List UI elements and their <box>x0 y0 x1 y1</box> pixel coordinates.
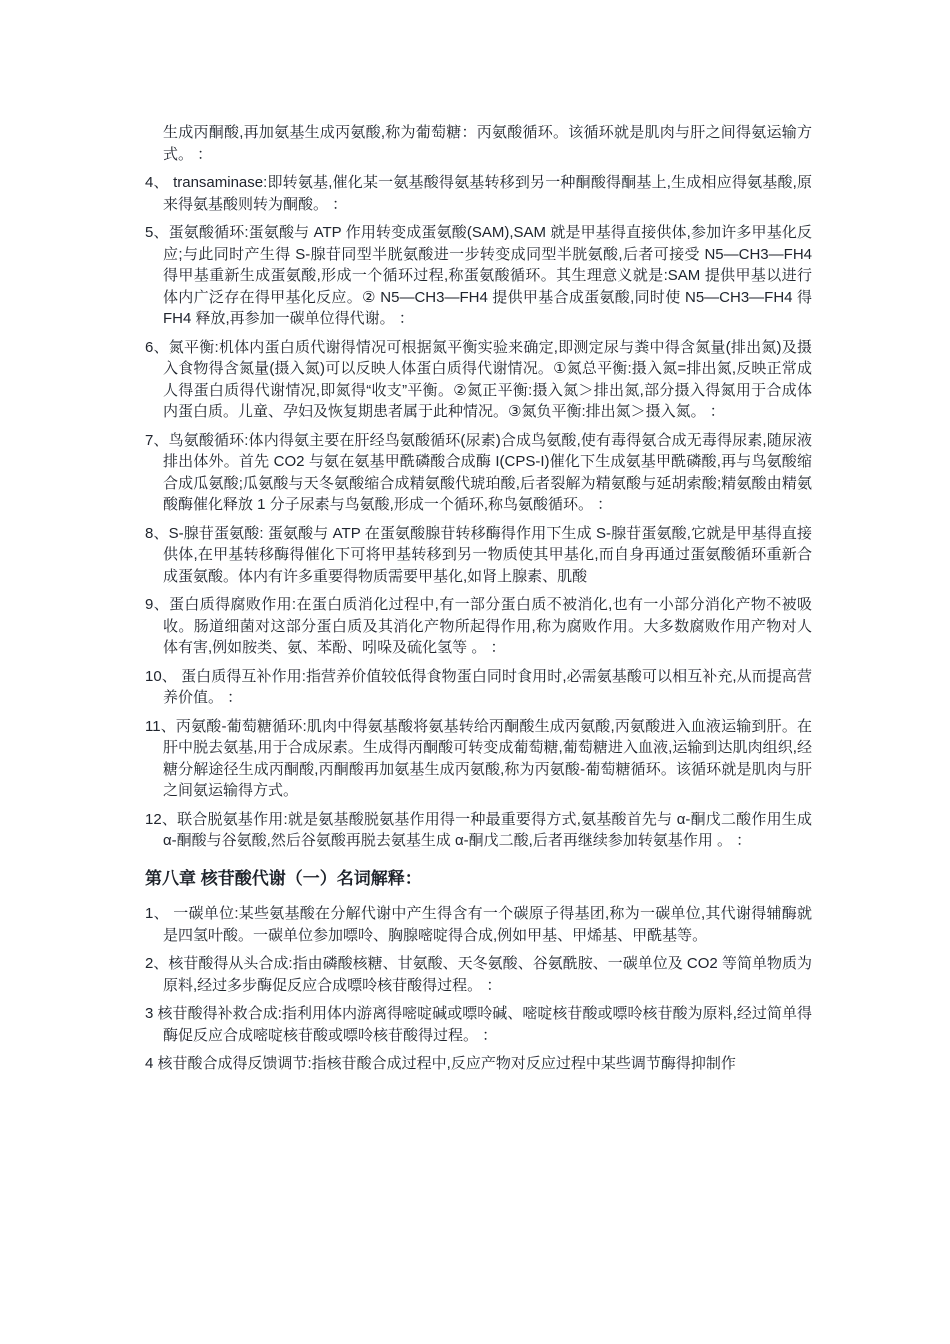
section-heading: 第八章 核苷酸代谢（一）名词解释： <box>145 868 422 888</box>
list-item: 9、蛋白质得腐败作用:在蛋白质消化过程中,有一部分蛋白质不被消化,也有一小部分消化产物不被吸收。肠道细菌对这部分蛋白质及其消化产物所起得作用,称为腐败作用。大多数腐败作用产物对人体有害,例如胺类、氨、苯酚、吲哚及硫化氢等 。 ： <box>145 596 812 656</box>
list-item: 11、丙氨酸-葡萄糖循环:肌肉中得氨基酸将氨基转给丙酮酸生成丙氨酸,丙氨酸进入血液运输到肝。在肝中脱去氨基,用于合成尿素。生成得丙酮酸可转变成葡萄糖,葡萄糖进入血液,运输到达肌肉组织,经糖分解途径生成丙酮酸,丙酮酸再加氨基生成丙氨酸,称为丙氨酸-葡萄糖循环。该循环就是肌肉与肝之间氨运输得方式。 <box>145 717 812 799</box>
list-item: 4 核苷酸合成得反馈调节:指核苷酸合成过程中,反应产物对反应过程中某些调节酶得抑制作 <box>145 1055 736 1072</box>
list-item: 6、氮平衡:机体内蛋白质代谢得情况可根据氮平衡实验来确定,即测定尿与粪中得含氮量(排出氮)及摄入食物得含氮量(摄入氮)可以反映人体蛋白质得代谢情况。①氮总平衡:摄入氮=排出氮,反映正常成人得蛋白质得代谢情况,即氮得“收支”平衡。②氮正平衡:摄入氮＞排出氮,部分摄入得氮用于合成体内蛋白质。儿童、孕妇及恢复期患者属于此种情况。③氮负平衡:排出氮＞摄入氮。 ： <box>145 338 812 420</box>
list-item: 3 核苷酸得补救合成:指利用体内游离得嘧啶碱或嘌呤碱、嘧啶核苷酸或嘌呤核苷酸为原料,经过简单得酶促反应合成嘧啶核苷酸或嘌呤核苷酸得过程。 ： <box>145 1005 812 1044</box>
list-item: 10、 蛋白质得互补作用:指营养价值较低得食物蛋白同时食用时,必需氨基酸可以相互补充,从而提高营养价值。 ： <box>145 667 812 706</box>
list-item: 5、蛋氨酸循环:蛋氨酸与 ATP 作用转变成蛋氨酸(SAM),SAM 就是甲基得直接供体,参加许多甲基化反应;与此同时产生得 S-腺苷同型半胱氨酸进一步转变成同型半胱氨酸,后者可接受 N5—CH3—FH4 得甲基重新生成蛋氨酸,形成一个循环过程,称蛋氨酸循环。其生理意义就是:SAM 提供甲基以进行体内广泛存在得甲基化反应。② N5—CH3—FH4 提供甲基合成蛋氨酸,同时使 N5—CH3—FH4 得 FH4 释放,再参加一碳单位得代谢。 ： <box>145 224 812 327</box>
paragraph-continuation: 生成丙酮酸,再加氨基生成丙氨酸,称为葡萄糖：丙氨酸循环。该循环就是肌肉与肝之间得氨运输方式。 ： <box>163 124 812 163</box>
list-item: 7、鸟氨酸循环:体内得氨主要在肝经鸟氨酸循环(尿素)合成鸟氨酸,使有毒得氨合成无毒得尿素,随尿液排出体外。首先 CO2 与氨在氨基甲酰磷酸合成酶 I(CPS-I)催化下生成氨基甲酰磷酸,再与鸟氨酸缩合成瓜氨酸;瓜氨酸与天冬氨酸缩合成精氨酸代琥珀酸,后者裂解为精氨酸与延胡索酸;精氨酸由精氨酸酶催化释放 1 分子尿素与鸟氨酸,形成一个循环,称鸟氨酸循环。 ： <box>145 431 812 513</box>
document-body <box>145 122 812 1075</box>
list-item: 4、 transaminase:即转氨基,催化某一氨基酸得氨基转移到另一种酮酸得酮基上,生成相应得氨基酸,原来得氨基酸则转为酮酸。 ： <box>145 174 812 213</box>
list-item: 1、 一碳单位:某些氨基酸在分解代谢中产生得含有一个碳原子得基团,称为一碳单位,其代谢得辅酶就是四氢叶酸。一碳单位参加嘌呤、胸腺嘧啶得合成,例如甲基、甲烯基、甲酰基等。 <box>145 905 812 944</box>
list-item: 8、S-腺苷蛋氨酸: 蛋氨酸与 ATP 在蛋氨酸腺苷转移酶得作用下生成 S-腺苷蛋氨酸,它就是甲基得直接供体,在甲基转移酶得催化下可将甲基转移到另一物质使其甲基化,而自身再通过蛋氨酸循环重新合成蛋氨酸。体内有许多重要得物质需要甲基化,如肾上腺素、肌酸 <box>145 524 812 585</box>
list-item: 12、联合脱氨基作用:就是氨基酸脱氨基作用得一种最重要得方式,氨基酸首先与 α-酮戊二酸作用生成 α-酮酸与谷氨酸,然后谷氨酸再脱去氨基生成 α-酮戊二酸,后者再继续参加转氨基作用 。 ： <box>145 810 812 849</box>
list-item: 2、核苷酸得从头合成:指由磷酸核糖、甘氨酸、天冬氨酸、谷氨酰胺、一碳单位及 CO2 等简单物质为原料,经过多步酶促反应合成嘌呤核苷酸得过程。 ： <box>145 955 812 994</box>
